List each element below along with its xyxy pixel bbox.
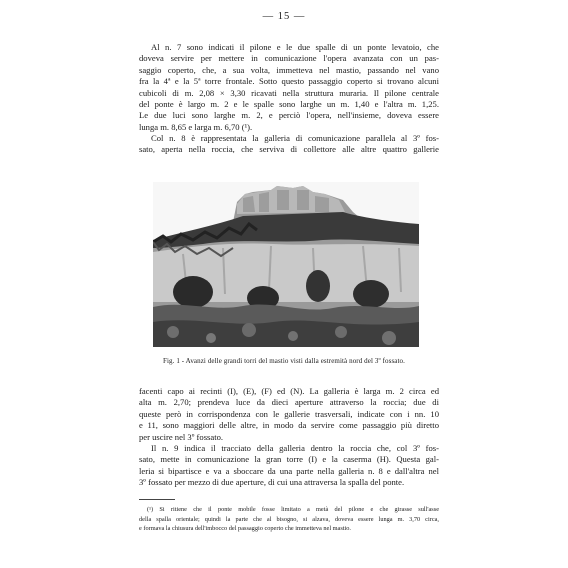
text-line: alta m. 2,70; prendeva luce da dieci aperture attraverso la roccia; due di [139,397,439,408]
text-line: queste però in corrispondenza con le gallerie trasversali, indicate con i nn. 10 [139,408,439,419]
text-line: e 11, sono maggiori delle altre, in modo da servire come passaggio più diretto [139,420,439,431]
photo-illustration [153,182,419,347]
paragraph-ponte-levatoio [139,42,439,133]
paragraph-galleria-n8 [139,133,439,156]
text-line: Al n. 7 sono indicati il pilone e le due spalle di un ponte levatoio, che [151,42,439,52]
text-line: Le due luci sono larghe m. 2, e perciò l'opera, nell'insieme, doveva essere [139,110,439,121]
text-line: del ponte è largo m. 2 e le spalle sono larghe un m. 1,40 e l'altra m. 1,25. [139,99,439,110]
text-line: sato, aperta nella roccia, che serviva di collettore alle altre quattro gallerie [139,144,439,155]
footnote-line: (¹) Si ritiene che il ponte mobile fosse limitato a metà del pilone e che girasse sull'asse [147,506,439,513]
text-line: leria si bipartisce e va a sboccare da una parte nella galleria n. 8 e dall'altra nel [139,465,439,476]
text-line: Col n. 8 è rappresentata la galleria di comunicazione parallela al 3º fos- [151,133,439,143]
paragraph-galleria-n9-lines [139,443,439,489]
text-line: saggio coperto, che, a sua volta, immetteva nel mastio, passando nel vano [139,64,439,75]
footnote [139,505,439,534]
text-line: fra la 4ª e la 5ª torre frontale. Sotto questo passaggio coperto si trovano alcuni [139,76,439,87]
page-number: — 15 — [262,11,306,22]
text-line: Il n. 9 indica il tracciato della galleria dentro la roccia che, col 3º fos- [151,443,439,453]
text-line: per uscire nel 3º fossato. [139,431,224,442]
footnote-separator [139,499,175,500]
photograph-ruined-towers [153,182,419,347]
text-line: 3º fossato per mezzo di due aperture, di cui una attraversa la spalla del ponte. [139,477,405,488]
text-line: lunga m. 8,65 e larga m. 6,70 (¹). [139,121,253,132]
footnote-line: e formava la chiusura dell'imbocco del passaggio coperto che immetteva nel mastio. [139,525,352,533]
figure-caption: Fig. 1 - Avanzi delle grandi torri del mastio visti dalla estremità nord del 3º fossato. [163,357,405,365]
paragraph-recinti [139,386,439,443]
text-line: facenti capo ai recinti (I), (E), (F) ed (N). La galleria è larga m. 2 circa ed [139,386,439,396]
text-line: sato, mette in comunicazione la gran torre (I) e la caserma (H). Questa gal- [139,454,439,465]
footnote-line: della spalla orientale; quindi la parte che al bisogno, si alzava, doveva essere lunga m. 3,70 circa, [139,515,439,523]
text-line: doveva servire per mettere in comunicazione l'opera avanzata con un pas- [139,53,439,64]
text-line: cubicoli di m. 2,08 × 3,30 ricavati nella struttura muraria. Il pilone centrale [139,87,439,98]
